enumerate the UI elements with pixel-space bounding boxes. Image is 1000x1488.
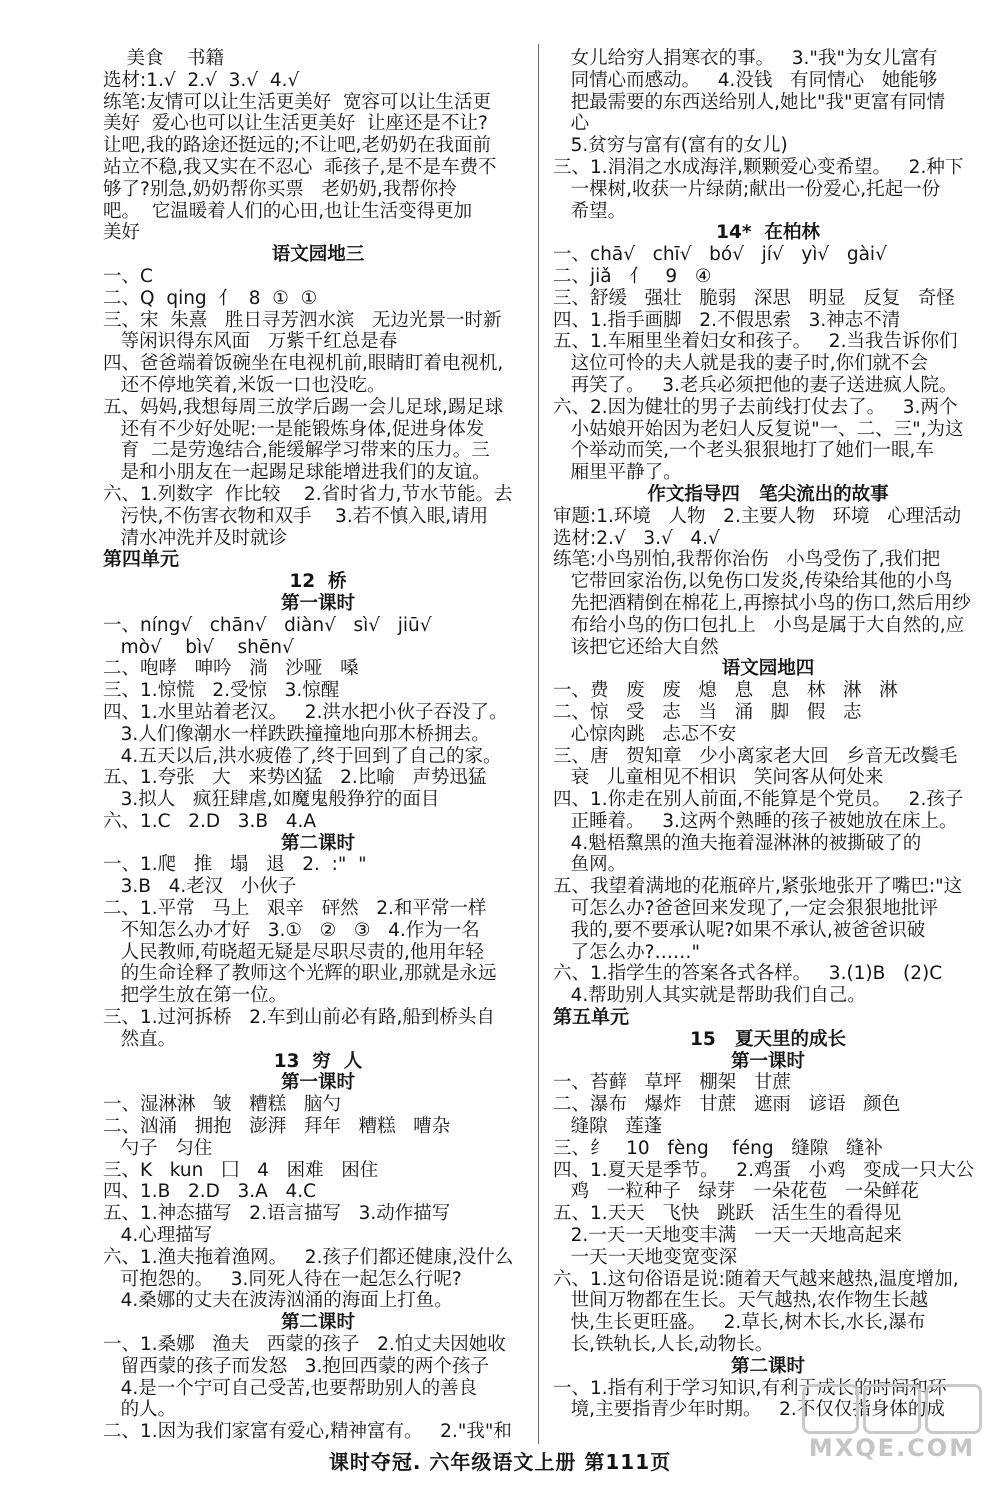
answer-line: 等闲识得东风面 万紫千红总是春	[103, 331, 398, 353]
section-heading: 第二课时	[730, 1355, 805, 1377]
answer-line: 3.B 4.老汉 小伙子	[103, 876, 297, 898]
answer-line: 够了?别急,奶奶帮你买票 老奶奶,我帮你拎	[103, 178, 457, 200]
answer-line: 四、1.你走在别人前面,不能算是个党员。 2.孩子	[553, 789, 964, 811]
answer-line: 六、1.指学生的答案各式各样。 3.(1)B (2)C	[553, 963, 943, 985]
answer-line: 六、2.因为健壮的男子去前线打仗去了。 3.两个	[553, 396, 958, 418]
answer-line: 污快,不伤害衣物和双手 3.若不慎入眼,请用	[103, 505, 489, 527]
answer-line: 我的,要不要承认呢?如果不承认,被爸爸识破	[553, 919, 926, 941]
answer-line: 可怎么办?爸爸回来发现了,一定会狠狠地批评	[553, 898, 938, 920]
left-column	[103, 48, 533, 1443]
answer-line: 一、1.桑娜 渔夫 西蒙的孩子 2.怕丈夫因她收	[103, 1334, 506, 1356]
answer-line: 美好	[103, 222, 141, 244]
answer-line: 缝隙 莲蓬	[553, 1116, 663, 1138]
section-heading: 15 夏天里的成长	[689, 1028, 847, 1050]
answer-line: 美食 书籍	[103, 48, 225, 69]
answer-line: 练笔:小鸟别怕,我帮你治伤 小鸟受伤了,我们把	[553, 549, 941, 571]
answer-line: 4.是一个宁可自己受苦,也要帮助别人的善良	[103, 1377, 478, 1399]
answer-line: 二、Q qing 亻 8 ① ①	[103, 287, 318, 309]
answer-line: 二、1.因为我们家富有爱心,精神富有。 2."我"和	[103, 1421, 512, 1443]
answer-line: 吧。 它温暖着人们的心田,也让生活变得更加	[103, 200, 473, 222]
section-heading: 第一课时	[730, 1050, 805, 1072]
answer-line: 三、K kun 囗 4 困难 困住	[103, 1159, 379, 1181]
answer-line: 三、纟 10 fèng féng 缝隙 缝补	[553, 1137, 883, 1159]
answer-line: 的人。	[103, 1399, 177, 1421]
unit-heading: 第四单元	[103, 549, 180, 571]
answer-line: 一、chā√ chī√ bó√ jí√ yì√ gài√	[553, 244, 887, 266]
answer-line: mò√ bì√ shēn√	[103, 636, 294, 658]
answer-line: 让吧,我的路途还挺远的;不让吧,老奶奶在我面前	[103, 135, 491, 157]
answer-line: 留西蒙的孩子而发怒 3.抱回西蒙的两个孩子	[103, 1355, 489, 1377]
section-heading: 13 穷 人	[273, 1050, 363, 1072]
column-divider	[538, 44, 539, 1444]
answer-line: 了怎么办?……"	[553, 941, 700, 963]
section-heading: 语文园地四	[721, 658, 815, 680]
unit-heading: 第五单元	[553, 1007, 630, 1029]
answer-line: 布给小鸟的伤口包扎上 小鸟是属于大自然的,应	[553, 614, 965, 636]
section-heading: 12 桥	[289, 571, 347, 593]
answer-line: 一棵树,收获一片绿荫;献出一份爱心,托起一份	[553, 178, 941, 200]
answer-line: 一、C	[103, 265, 153, 287]
answer-line: 四、1.水里站着老汉。 2.洪水把小伙子吞没了。	[103, 701, 508, 723]
answer-line: 五、1.天天 飞快 跳跃 活生生的看得见	[553, 1203, 902, 1225]
section-heading: 作文指导四 笔尖流出的故事	[647, 483, 889, 505]
watermark-url: MXQE.COM	[808, 1434, 976, 1462]
answer-line: 小姑娘开始因为老妇人反复说"一、二、三",为这	[553, 418, 964, 440]
answer-line: 五、1.车厢里坐着妇女和孩子。 2.当我告诉你们	[553, 331, 958, 353]
answer-line: 五、妈妈,我想每周三放学后踢一会儿足球,踢足球	[103, 396, 504, 418]
answer-line: 人民教师,苟晓超无疑是尽职尽责的,他用年轻	[103, 941, 484, 963]
section-heading: 第一课时	[280, 1072, 355, 1094]
answer-line: 希望。	[553, 200, 627, 222]
answer-line: 四、1.B 2.D 3.A 4.C	[103, 1181, 317, 1203]
answer-line: 还不停地笑着,米饭一口也没吃。	[103, 374, 386, 396]
answer-line: 把学生放在第一位。	[103, 985, 288, 1007]
answer-line: 三、1.过河拆桥 2.车到山前必有路,船到桥头自	[103, 1007, 495, 1029]
answer-line: 一、湿淋淋 皱 糟糕 脑勺	[103, 1094, 341, 1116]
answer-line: 三、1.惊慌 2.受惊 3.惊醒	[103, 680, 340, 702]
answer-line: 美好 爱心也可以让生活更美好 让座还是不让?	[103, 113, 488, 135]
answer-line: 二、瀑布 爆炸 甘蔗 遮雨 谚语 颜色	[553, 1094, 901, 1116]
answer-line: 它带回家治伤,以免伤口发炎,传染给其他的小鸟	[553, 571, 953, 593]
answer-line: 4.魁梧黧黑的渔夫拖着湿淋淋的被撕破了的	[553, 832, 922, 854]
answer-line: 先把酒精倒在棉花上,再擦拭小鸟的伤口,然后用纱	[553, 592, 971, 614]
answer-line: 四、1.指手画脚 2.不假思索 3.神志不清	[553, 309, 901, 331]
answer-line: 一、费 废 废 熄 息 息 林 淋 淋	[553, 680, 898, 702]
right-column	[553, 48, 983, 1421]
answer-line: 三、唐 贺知章 少小离家老大回 乡音无改鬓毛	[553, 745, 958, 767]
answer-line: 可抱怨的。 3.同死人待在一起怎么行呢?	[103, 1268, 462, 1290]
answer-line: 六、1.C 2.D 3.B 4.A	[103, 810, 317, 832]
answer-line: 一、苔藓 草坪 棚架 甘蔗	[553, 1072, 791, 1094]
section-heading: 第一课时	[280, 592, 355, 614]
watermark-logo	[802, 1384, 982, 1462]
answer-line: 还有不少好处呢:一是能锻炼身体,促进身体发	[103, 418, 485, 440]
answer-line: 5.贫穷与富有(富有的女儿)	[553, 135, 788, 157]
answer-line: 清水冲洗并及时就诊	[103, 527, 288, 549]
answer-line: 再笑了。 3.老兵必须把他的妻子送进疯人院。	[553, 374, 958, 396]
answer-line: 五、1.夸张 大 来势凶猛 2.比喻 声势迅猛	[103, 767, 487, 789]
answer-line: 衰 儿童相见不相识 笑问客从何处来	[553, 767, 884, 789]
answer-line: 同情心而感动。 4.没钱 有同情心 她能够	[553, 69, 938, 91]
answer-line: 长,铁轨长,人长,动物长。	[553, 1334, 774, 1356]
answer-line: 四、1.夏天是季节。 2.鸡蛋 小鸡 变成一只大公	[553, 1159, 975, 1181]
answer-line: 2.一天一天地变丰满 一天一天地高起来	[553, 1225, 902, 1247]
answer-line: 4.心理描写	[103, 1225, 213, 1247]
answer-line: 一、1.指有利于学习知识,有利于成长的时间和环	[553, 1377, 947, 1399]
answer-line: 二、汹涌 拥抱 澎湃 拜年 糟糕 嘈杂	[103, 1116, 451, 1138]
answer-line: 审题:1.环境 人物 2.主要人物 环境 心理活动	[553, 505, 962, 527]
answer-line: 六、1.列数字 作比较 2.省时省力,节水节能。去	[103, 483, 513, 505]
answer-line: 正睡着。 3.这两个熟睡的孩子被她放在床上。	[553, 810, 958, 832]
answer-line: 六、1.这句俗语是说:随着天气越来越热,温度增加,	[553, 1268, 959, 1290]
answer-line: 的生命诠释了教师这个光辉的职业,那就是永远	[103, 963, 497, 985]
answer-line: 把最需要的东西送给别人,她比"我"更富有同情	[553, 91, 946, 113]
answer-line: 境,主要指青少年时期。 2.不仅仅指身体的成	[553, 1399, 945, 1421]
answer-line: 鸡 一粒种子 绿芽 一朵花苞 一朵鲜花	[553, 1181, 919, 1203]
answer-line: 鱼网。	[553, 854, 627, 876]
answer-line: 3.人们像潮水一样跌跌撞撞地向那木桥拥去。	[103, 723, 490, 745]
answer-line: 这位可怜的夫人就是我的妻子时,你们就不会	[553, 353, 929, 375]
answer-line: 二、jiǎ 亻 9 ④	[553, 265, 712, 287]
answer-line: 4.帮助别人其实就是帮助我们自己。	[553, 985, 866, 1007]
answer-line: 厢里平静了。	[553, 462, 682, 484]
page-footer: 课时夺冠. 六年级语文上册 第111页	[328, 1450, 672, 1474]
answer-line: 4.桑娜的丈夫在波涛汹涌的海面上打鱼。	[103, 1290, 453, 1312]
answer-line: 世间万物都在生长。天气越热,农作物生长越	[553, 1290, 929, 1312]
answer-line: 个举动而笑,一个老头狠狠地打了她们一眼,车	[553, 440, 934, 462]
answer-line: 该把它还给大自然	[553, 636, 719, 658]
answer-line: 一天一天地变宽变深	[553, 1246, 738, 1268]
answer-line: 是和小朋友在一起踢足球能增进我们的友谊。	[103, 462, 491, 484]
answer-line: 二、惊 受 志 当 涌 脚 假 志	[553, 701, 862, 723]
answer-line: 一、1.爬 推 塌 退 2. :" "	[103, 854, 367, 876]
answer-line: 二、咆哮 呻吟 淌 沙哑 嗓	[103, 658, 359, 680]
answer-line: 五、我望着满地的花瓶碎片,紧张地张开了嘴巴:"这	[553, 876, 963, 898]
answer-line: 然直。	[103, 1028, 177, 1050]
answer-line: 不知怎么办才好 3.① ② ③ 4.作为一名	[103, 919, 480, 941]
section-heading: 语文园地三	[271, 244, 365, 266]
answer-line: 育 二是劳逸结合,能缓解学习带来的压力。三	[103, 440, 490, 462]
answer-line: 快,生长更旺盛。 2.草长,树木长,水长,瀑布	[553, 1312, 926, 1334]
answer-line: 三、舒缓 强壮 脆弱 深思 明显 反复 奇怪	[553, 287, 955, 309]
answer-line: 三、1.涓涓之水成海洋,颗颗爱心变希望。 2.种下	[553, 156, 964, 178]
answer-line: 站立不稳,我又实在不忍心 乖孩子,是不是车费不	[103, 156, 497, 178]
answer-line: 心	[553, 113, 590, 135]
answer-line: 练笔:友情可以让生活更美好 宽容可以让生活更	[103, 91, 491, 113]
answer-line: 勺子 匀住	[103, 1137, 213, 1159]
answer-line: 选材:2.√ 3.√ 4.√	[553, 527, 720, 549]
answer-line: 五、1.神态描写 2.语言描写 3.动作描写	[103, 1203, 451, 1225]
section-heading: 第二课时	[280, 832, 355, 854]
section-heading: 第二课时	[280, 1312, 355, 1334]
answer-line: 选材:1.√ 2.√ 3.√ 4.√	[103, 69, 300, 91]
answer-line: 女儿给穷人捐寒衣的事。 3."我"为女儿富有	[553, 48, 938, 69]
section-heading: 14* 在柏林	[716, 222, 820, 244]
answer-line: 三、宋 朱熹 胜日寻芳泗水滨 无边光景一时新	[103, 309, 502, 331]
answer-line: 心惊肉跳 忐忑不安	[553, 723, 737, 745]
answer-line: 3.拟人 疯狂肆虐,如魔鬼般狰狞的面目	[103, 789, 440, 811]
answer-line: 二、1.平常 马上 艰辛 砰然 2.和平常一样	[103, 898, 487, 920]
answer-line: 六、1.渔夫拖着渔网。 2.孩子们都还健康,没什么	[103, 1246, 514, 1268]
answer-line: 一、níng√ chān√ diàn√ sì√ jiū√	[103, 614, 432, 636]
answer-line: 4.五天以后,洪水疲倦了,终于回到了自己的家。	[103, 745, 502, 767]
answer-line: 四、爸爸端着饭碗坐在电视机前,眼睛盯着电视机,	[103, 353, 504, 375]
